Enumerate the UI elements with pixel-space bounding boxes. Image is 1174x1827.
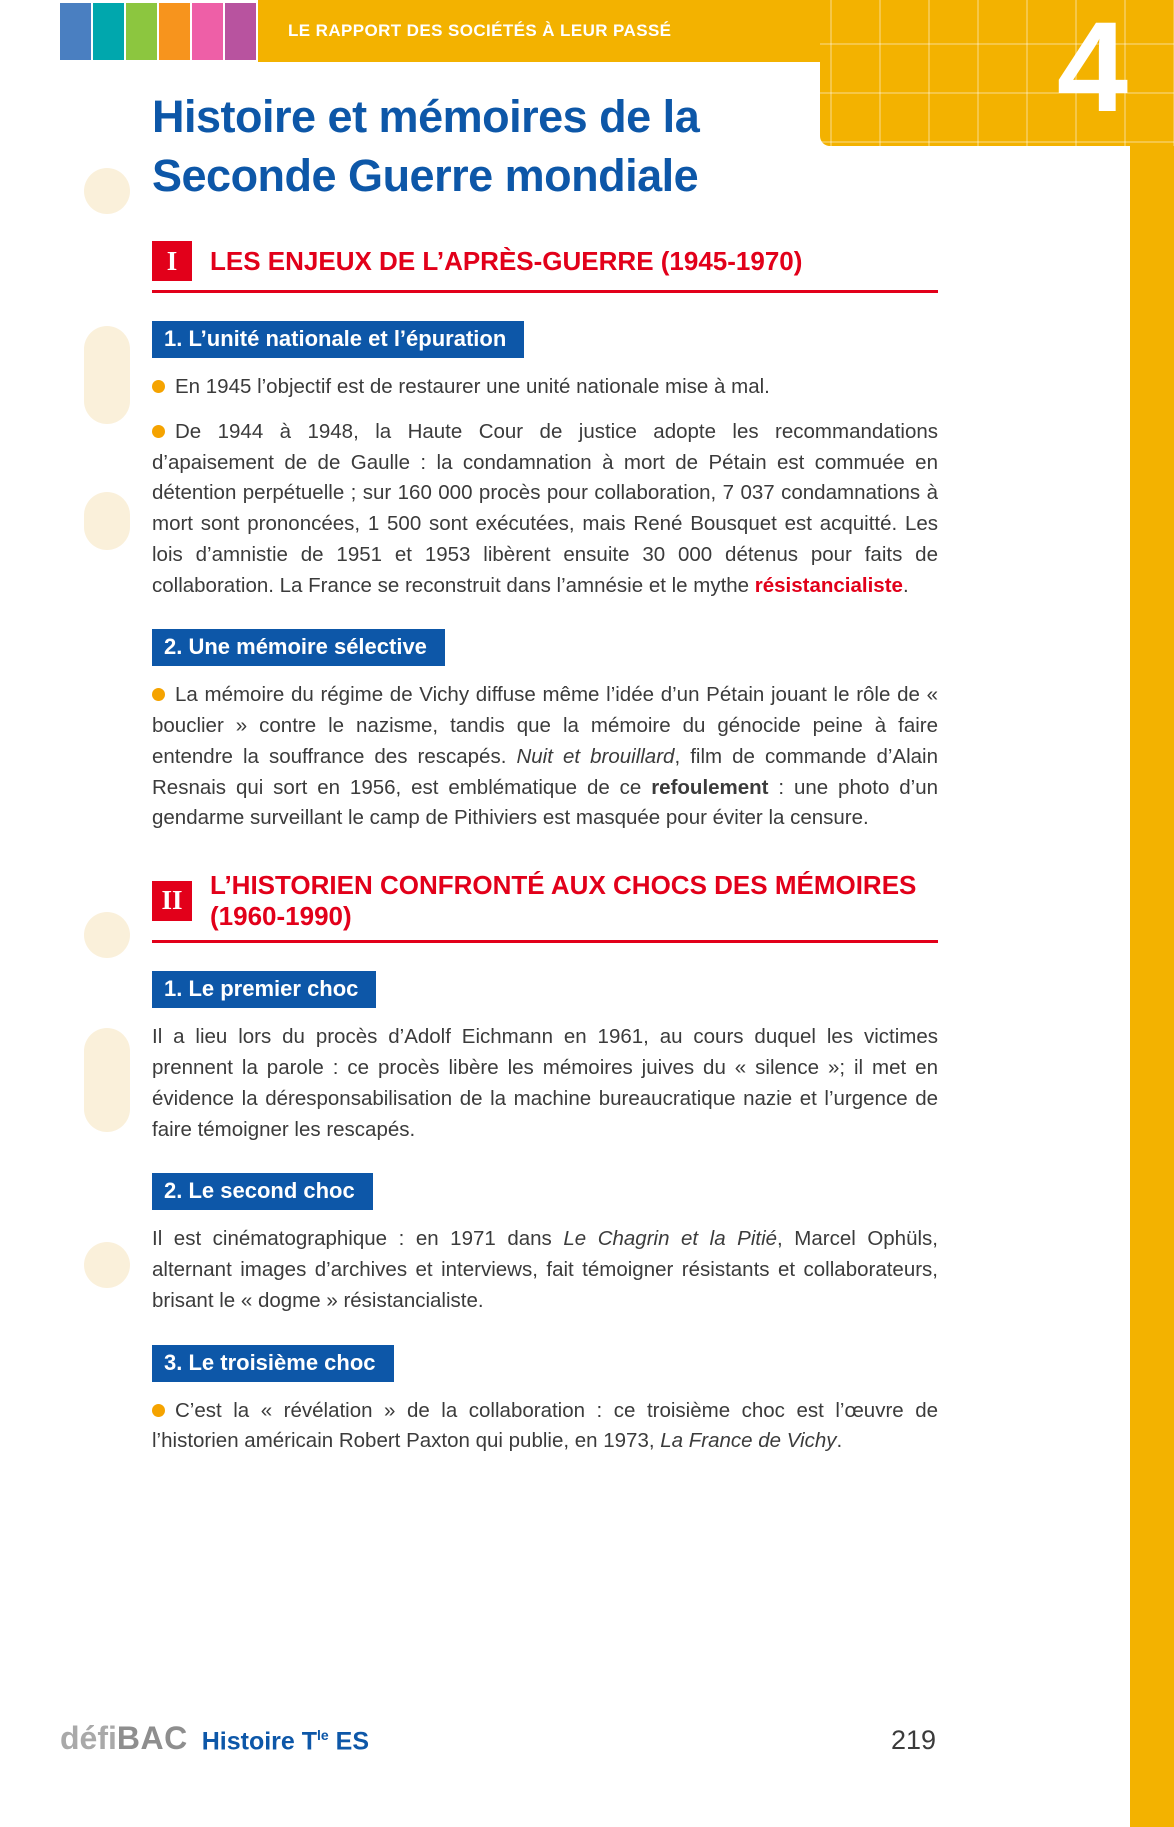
color-squares bbox=[60, 3, 256, 60]
color-square bbox=[60, 3, 91, 60]
margin-decoration bbox=[84, 326, 130, 424]
bullet-icon bbox=[152, 380, 165, 393]
bullet-icon bbox=[152, 1404, 165, 1417]
section-numeral: I bbox=[152, 241, 192, 281]
text-segment: En 1945 l’objectif est de restaurer une unité nationale mise à mal. bbox=[175, 375, 770, 398]
section-numeral: II bbox=[152, 881, 192, 921]
color-square bbox=[126, 3, 157, 60]
margin-decoration bbox=[84, 1242, 130, 1288]
text-segment: La mémoire du régime de Vichy diffuse même l’idée d’un Pétain jouant le rôle de « bouclier » contre le nazisme, tandis que la mémoire du génocide peine à faire entendre la souffrance des rescapés. bbox=[152, 683, 938, 768]
page-number: 219 bbox=[890, 1725, 936, 1755]
bullet-icon bbox=[152, 425, 165, 438]
subsection-heading: 2. Le second choc bbox=[152, 1173, 373, 1210]
text-segment: . bbox=[902, 573, 909, 597]
right-yellow-band bbox=[1130, 0, 1174, 1827]
text-segment: La France de Vichy bbox=[660, 1429, 837, 1453]
header-title: LE RAPPORT DES SOCIÉTÉS À LEUR PASSÉ bbox=[288, 21, 672, 40]
bullet-paragraph bbox=[152, 1396, 938, 1458]
page-title: Histoire et mémoires de la Seconde Guerre mondiale bbox=[152, 91, 700, 201]
color-square bbox=[225, 3, 256, 60]
logo-bold-part: BAC bbox=[116, 1720, 188, 1756]
paragraph bbox=[152, 1022, 938, 1145]
footer-brand bbox=[60, 1720, 369, 1757]
bullet-paragraph bbox=[152, 680, 938, 834]
text-segment: Le Chagrin et la Pitié bbox=[563, 1227, 778, 1251]
subsection-heading: 1. Le premier choc bbox=[152, 971, 376, 1008]
subsection-heading: 1. L’unité nationale et l’épuration bbox=[152, 321, 524, 358]
text-segment: : une photo d’un gendarme surveillant le camp de Pithiviers est masquée pour éviter la censure. bbox=[152, 775, 938, 830]
text-segment: résistancialiste bbox=[754, 573, 903, 597]
bullet-paragraph bbox=[152, 372, 938, 403]
text-segment: . bbox=[836, 1429, 843, 1453]
footer-subject: Histoire $T^{le}$ ES bbox=[201, 1726, 369, 1755]
color-square bbox=[159, 3, 190, 60]
section-heading bbox=[152, 870, 938, 943]
section-title: LES ENJEUX DE L’APRÈS-GUERRE (1945-1970) bbox=[210, 245, 803, 276]
text-segment: , Marcel Ophüls, alternant images d’archives et interviews, fait témoigner résistants et collaborateurs, brisant le « dogme » résistancialiste. bbox=[152, 1227, 938, 1312]
sections-container bbox=[152, 241, 938, 1457]
text-segment: Il a lieu lors du procès d’Adolf Eichmann en 1961, au cours duquel les victimes prennent la parole : ce procès libère les mémoires juives du « silence »; il met en évidence la déresponsabilisation de la machine bureaucratique nazie et l’urgence de faire témoigner les rescapés. bbox=[152, 1025, 938, 1141]
text-segment: , film de commande d’Alain Resnais qui sort en 1956, est emblématique de ce bbox=[152, 744, 938, 799]
text-segment: C’est la « révélation » de la collaboration : ce troisième choc est l’œuvre de l’historien américain Robert Paxton qui publie, en 1973, bbox=[152, 1398, 938, 1453]
bullet-paragraph bbox=[152, 417, 938, 602]
text-segment: refoulement bbox=[651, 775, 769, 799]
margin-decoration bbox=[84, 168, 130, 214]
section-heading bbox=[152, 241, 938, 293]
paragraph bbox=[152, 1224, 938, 1316]
section-title: L’HISTORIEN CONFRONTÉ AUX CHOCS DES MÉMOIRES (1960-1990) bbox=[210, 870, 917, 931]
text-segment: Nuit et brouillard bbox=[516, 744, 675, 768]
bullet-icon bbox=[152, 688, 165, 701]
margin-decoration bbox=[84, 1028, 130, 1132]
margin-decoration bbox=[84, 912, 130, 958]
color-square bbox=[93, 3, 124, 60]
section-I bbox=[152, 241, 938, 834]
text-segment: De 1944 à 1948, la Haute Cour de justice adopte les recommandations d’apaisement de de Gaulle : la condamnation à mort de Pétain est commuée en détention perpétuelle ; sur 160 000 procès pour collaboration, 7 037 condamnations à mort sont prononcées, 1 500 sont exécutées, mais René Bousquet est acquitté. Les lois d’amnistie de 1951 et 1953 libèrent ensuite 30 000 détenus pour faits de collaboration. La France se reconstruit dans l’amnésie et le mythe bbox=[152, 419, 938, 597]
margin-decoration bbox=[84, 492, 130, 550]
text-segment: Il est cinématographique : en 1971 dans bbox=[152, 1227, 564, 1251]
content-column bbox=[152, 88, 938, 1471]
logo-light-part: défi bbox=[60, 1720, 117, 1756]
defibac-logo bbox=[60, 1720, 188, 1757]
subsection-heading: 2. Une mémoire sélective bbox=[152, 629, 445, 666]
chapter-number: 4 bbox=[1056, 0, 1128, 139]
footer bbox=[60, 1720, 936, 1757]
subsection-heading: 3. Le troisième choc bbox=[152, 1345, 394, 1382]
color-square bbox=[192, 3, 223, 60]
section-II bbox=[152, 870, 938, 1457]
